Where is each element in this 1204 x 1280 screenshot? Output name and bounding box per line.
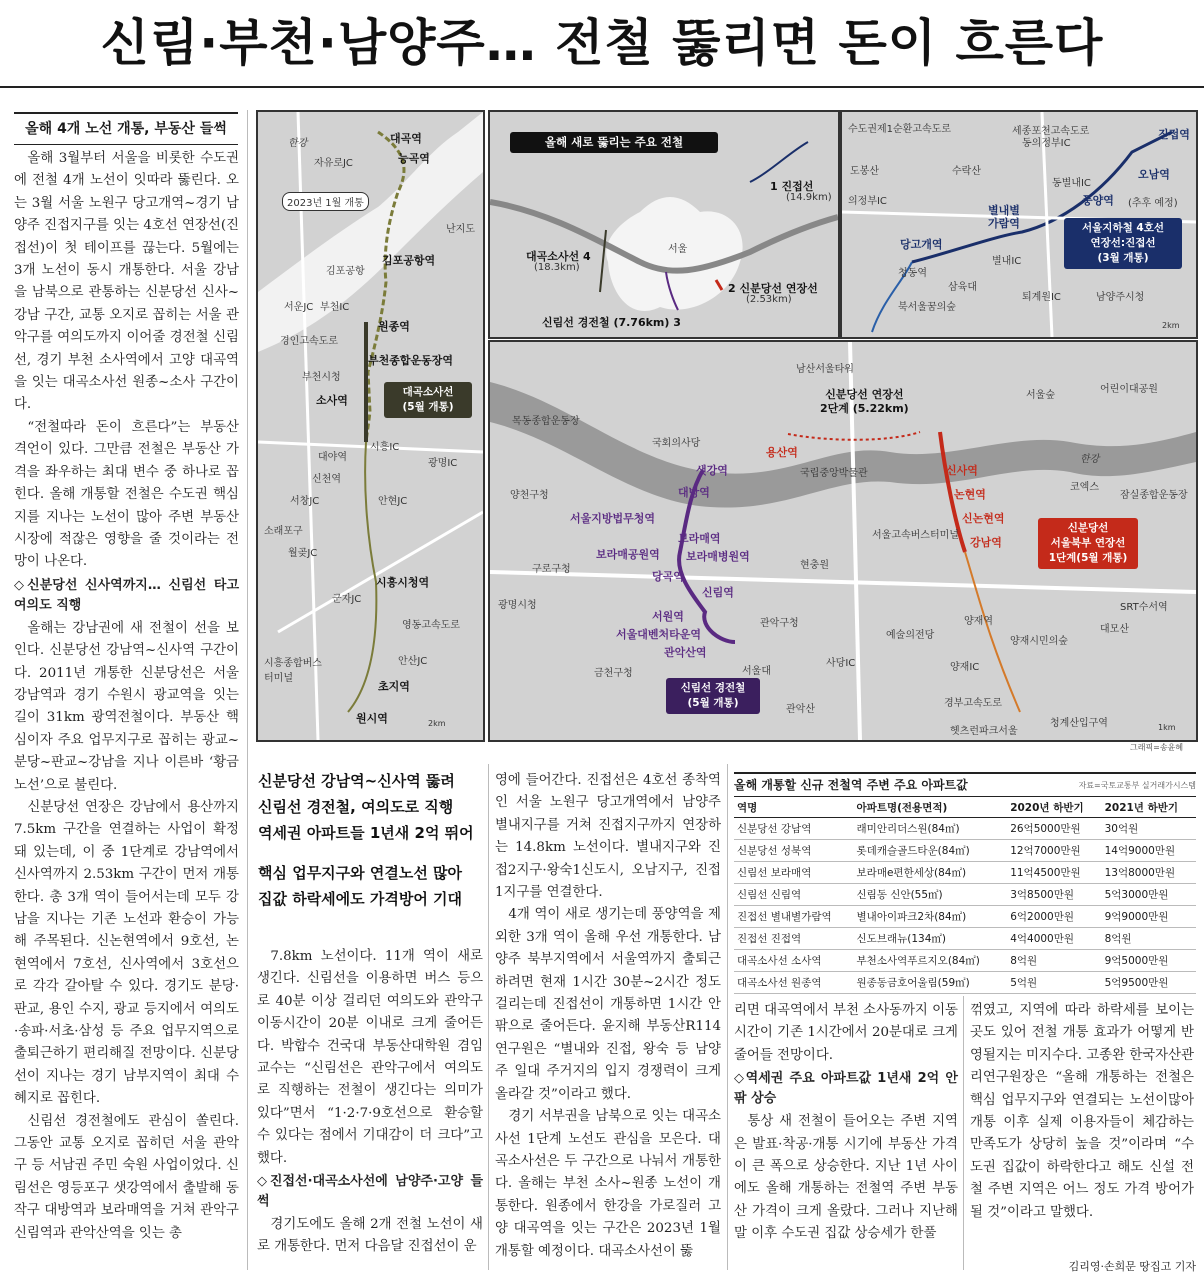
table-cell: 12억7000만원 — [1007, 840, 1101, 862]
table-cell: 원종동금호어울림(59㎡) — [854, 972, 1008, 994]
table-source: 자료=국토교통부 실거래가시스템 — [1078, 781, 1196, 790]
subhead-line: 신림선 경전철, 여의도로 직행 — [258, 798, 454, 816]
line-name: 진접선 — [781, 180, 814, 193]
map-label: 헷츠런파크서울 — [950, 726, 1018, 737]
table-cell: 신림선 신림역 — [734, 884, 854, 906]
station-label: 신림역 — [702, 586, 734, 599]
station-label: 원시역 — [356, 712, 388, 725]
subhead-line: 역세권 아파트들 1년새 2억 뛰어 — [258, 824, 474, 842]
svg-text:1km: 1km — [1158, 723, 1176, 732]
station-label: 능곡역 — [398, 152, 430, 165]
map-label: 수락산 — [952, 166, 981, 177]
map-label: (추후 예정) — [1128, 198, 1178, 209]
station-label: 보라매공원역 — [596, 548, 660, 561]
map-label: 예술의전당 — [886, 630, 935, 641]
table-cell: 신림동 신안(55㎡) — [854, 884, 1008, 906]
paragraph: 신분당선 연장은 강남에서 용산까지 7.5km 구간을 연결하는 사업이 확정돼 있는데, 이 중 1단계로 강남역에서 신사역까지 2.53km 구간이 먼저 개통한다. 총 3개 역이 들어서는데 모두 강남을 지나는 기존 노선과 환승이 가능해 주목된다. 신논현역에서 9호선, 논현역에서 7호선, 신사역에서 3호선으로 각각 갈아탈 수 있다. 경기도 분당·판교, 용인 수지, 광교 등지에서 여의도·송파·서초·삼성 등 주요 업무지역으로 출퇴근하기 편리해질 전망이다. 신분당선이 지나는 경기 남부지역이 최대 수혜지로 꼽힌다. — [14, 799, 239, 1107]
map-label: 수도권제1순환고속도로 — [848, 124, 951, 135]
paragraph: 올해 3월부터 서울을 비롯한 수도권에 전철 4개 노선이 잇따라 뚫린다. 오는 3월 서울 노원구 당고개역~경기 남양주 진접지구를 잇는 4호선 연장선(진접선)이 첫 테이프를 끊는다. 5월에는 3개 노선이 동시 개통한다. 서울 강남을 남북으로 관통하는 신분당선 신사~강남 구간, 교통 오지로 꼽히는 서울 관악구를 여의도까지 이어줄 경전철 신림선, 경기 부천 소사역에서 고양 대곡역을 잇는 대곡소사선 원종~소사 구간이다. — [14, 151, 239, 413]
table-cell: 진접선 진접역 — [734, 928, 854, 950]
map-label: 한강 — [1080, 454, 1100, 465]
station-label: 관악산역 — [664, 646, 707, 659]
map-label: 한강 — [288, 138, 308, 149]
station-label: 서원역 — [652, 610, 684, 623]
ext-label-1: 신분당선 연장선 — [825, 388, 904, 401]
map-label: 영동고속도로 — [402, 620, 460, 631]
table-cell: 롯데캐슬골드타운(84㎡) — [854, 840, 1008, 862]
map-label: 서울숲 — [1026, 390, 1055, 401]
callout-line-3: 1단계(5월 개통) — [1048, 552, 1128, 564]
table-cell: 보라매e편한세상(84㎡) — [854, 862, 1008, 884]
map-label: 목동종합운동장 — [512, 416, 580, 427]
table-cell: 13억8000만원 — [1102, 862, 1196, 884]
map-label: 남양주시청 — [1096, 292, 1145, 303]
callout-line-2: (5월 개통) — [402, 401, 454, 413]
station-label: 서울대벤처타운역 — [616, 628, 702, 641]
ext-label — [820, 388, 909, 416]
callout-line-2: 서울북부 연장선 — [1050, 537, 1126, 549]
table-row — [734, 818, 1196, 840]
callout-sillim — [666, 678, 760, 714]
table-cell: 3억8500만원 — [1007, 884, 1101, 906]
table-cell: 부천소사역푸르지오(84㎡) — [854, 950, 1008, 972]
map-label: 서창JC — [290, 496, 320, 507]
line-name: 대곡소사선 — [526, 250, 580, 263]
station-label: 진접역 — [1158, 128, 1190, 141]
table-cell: 신림선 보라매역 — [734, 862, 854, 884]
map-label: 별내IC — [992, 256, 1022, 267]
map-label: 서울대 — [742, 666, 771, 677]
map-label: 김포공항 — [326, 266, 365, 277]
line-name: 신림선 경전철 — [542, 316, 610, 329]
map-label: 경인고속도로 — [280, 336, 338, 347]
table-header-cell: 아파트명(전용면적) — [854, 797, 1008, 818]
table-header-cell: 역명 — [734, 797, 854, 818]
map-label: 청계산입구역 — [1050, 718, 1108, 729]
paragraph: 꺾였고, 지역에 따라 하락세를 보이는 곳도 있어 전철 개통 효과가 어떻게 반영될지는 미지수다. 고종완 한국자산관리연구원장은 “올해 개통하는 전철은 핵심 업무지구와 연결되는 노선이많아 개통 이후 실제 이용자들이 체감하는 만족도가 상당히 높을 것”이라며 “수도권 집값이 하락한다고 해도 신설 전철 주변 지역은 어느 정도 가격 방어가 될 것”이라고 말했다. — [970, 1003, 1194, 1220]
subhead-line: 핵심 업무지구와 연결노선 많아 — [258, 864, 463, 882]
table-cell: 11억4500만원 — [1007, 862, 1101, 884]
table-cell: 6억2000만원 — [1007, 906, 1101, 928]
map-label: 양재IC — [950, 662, 980, 673]
callout-line-2: 연장선:진접선 — [1090, 237, 1156, 249]
map-label: 난지도 — [446, 224, 475, 235]
map-label: SRT수서역 — [1120, 602, 1168, 613]
map-label: 양재시민의숲 — [1010, 636, 1068, 647]
table-row — [734, 840, 1196, 862]
table-row — [734, 884, 1196, 906]
table-cell: 대곡소사선 소사역 — [734, 950, 854, 972]
map-label: 사당IC — [826, 658, 856, 669]
article-column-4 — [970, 1000, 1194, 1224]
station-label: 서울지방법무청역 — [570, 512, 656, 525]
station-label: 샛강역 — [696, 464, 728, 477]
map-label: 동별내IC — [1052, 178, 1091, 189]
map-label: 코엑스 — [1070, 482, 1099, 493]
table-row — [734, 950, 1196, 972]
table-cell: 진접선 별내별가람역 — [734, 906, 854, 928]
station-label: 오남역 — [1138, 168, 1170, 181]
map-label: 동의정부IC — [1022, 138, 1071, 149]
paragraph: 경기도에도 올해 2개 전철 노선이 새로 개통한다. 먼저 다음달 진접선이 운 — [257, 1217, 483, 1255]
map-label: 북서울꿈의숲 — [898, 302, 956, 313]
ext-label-2: 2단계 (5.22km) — [820, 402, 909, 415]
line-number: 4 — [582, 250, 591, 263]
byline: 김리영·손희문 땅집고 기자 — [1068, 1260, 1196, 1273]
line-number: 3 — [673, 316, 681, 329]
map-label: 대야역 — [318, 452, 347, 463]
map-label: 시흥IC — [370, 442, 400, 453]
map-label: 관악구청 — [760, 618, 799, 629]
paragraph: 신림선 경전철에도 관심이 쏠린다. 그동안 교통 오지로 꼽히던 서울 관악구 등 서남권 주민 숙원 사업이었다. 신림선은 영등포구 샛강역에서 출발해 동작구 대방역과 보라매역을 거쳐 관악구 신림역과 관악산역을 잇는 총 — [14, 1113, 239, 1241]
table-cell: 5억9500만원 — [1102, 972, 1196, 994]
headline: 신림·부천·남양주… 전철 뚫리면 돈이 흐른다 — [0, 0, 1204, 88]
paragraph: 올해는 강남권에 새 전철이 선을 보인다. 신분당선 강남역~신사역 구간이다. 2011년 개통한 신분당선은 서울 강남역과 경기 수원시 광교역을 잇는 길이 31km 광역전철이다. 부동산 핵심이자 주요 업무지구로 꼽히는 광교~분당~판교~강남을 지나 이른바 ‘황금노선’으로 불린다. — [14, 620, 239, 793]
line-number: 2 — [728, 282, 736, 295]
line-length: (2.53km) — [746, 294, 792, 305]
station-label: 김포공항역 — [382, 254, 436, 267]
map-jinjeop — [840, 110, 1198, 339]
map-label: 시흥종합버스터미널 — [264, 658, 322, 684]
map-label: 현충원 — [800, 560, 829, 571]
station-label: 당고개역 — [900, 238, 943, 251]
map-label: 양재역 — [964, 616, 993, 627]
map-label: 잠실종합운동장 — [1120, 490, 1188, 501]
station-label: 강남역 — [970, 536, 1002, 549]
price-table — [734, 772, 1196, 994]
map-label: 퇴계원IC — [1022, 292, 1061, 303]
overview-title: 올해 새로 뚫리는 주요 전철 — [510, 132, 718, 153]
line-number: 1 — [770, 180, 778, 193]
map-label: 대모산 — [1100, 624, 1129, 635]
station-label: 신논현역 — [962, 512, 1005, 525]
kicker: 올해 4개 노선 개통, 부동산 들썩 — [14, 112, 238, 145]
map-label: 세종포천고속도로 — [1012, 126, 1090, 137]
station-label: 보라매병원역 — [686, 550, 750, 563]
map-seoul-detail — [488, 340, 1198, 742]
table-cell: 9억9000만원 — [1102, 906, 1196, 928]
section-subheading: ◇신분당선 신사역까지… 신림선 타고 여의도 직행 — [14, 577, 239, 613]
map-label: 의정부IC — [848, 196, 887, 207]
section-subheading: ◇진접선·대곡소사선에 남양주·고양 들썩 — [257, 1174, 483, 1210]
table-row — [734, 906, 1196, 928]
station-label: 보라매역 — [678, 532, 721, 545]
paragraph: 영에 들어간다. 진접선은 4호선 종착역인 서울 노원구 당고개역에서 남양주 별내지구를 거쳐 진접지구까지 연장하는 14.8km 노선이다. 별내지구와 진접2지구·왕숙1신도시, 오남지구, 진접1지구를 연결한다. — [495, 773, 721, 901]
map-label: 서운JC — [284, 302, 314, 313]
line-label — [542, 314, 681, 330]
table-cell: 별내아이파크2차(84㎡) — [854, 906, 1008, 928]
graphic-credit: 그래픽=송윤혜 — [1130, 743, 1184, 752]
table-cell: 5억원 — [1007, 972, 1101, 994]
map-label: 금천구청 — [594, 668, 633, 679]
callout-line-1: 신림선 경전철 — [680, 682, 746, 694]
callout-sinbundang — [1038, 518, 1138, 569]
station-label: 논현역 — [954, 488, 986, 501]
callout-line-1: 서울지하철 4호선 — [1082, 222, 1164, 234]
station-label: 대곡역 — [390, 132, 422, 145]
subhead-line: 집값 하락세에도 가격방어 기대 — [258, 890, 463, 908]
callout-jinjeop — [1064, 218, 1182, 269]
table-cell: 30억원 — [1102, 818, 1196, 840]
map-label: 도봉산 — [850, 166, 879, 177]
table-cell: 26억5000만원 — [1007, 818, 1101, 840]
subhead-line: 신분당선 강남역~신사역 뚫려 — [258, 772, 455, 790]
callout-daegok-sosa — [384, 382, 472, 418]
callout-line-1: 신분당선 — [1067, 522, 1109, 534]
callout-line-1: 대곡소사선 — [402, 386, 454, 398]
paragraph: 7.8km 노선이다. 11개 역이 새로 생긴다. 신림선을 이용하면 버스 등으로 40분 이상 걸리던 여의도와 관악구 이동시간이 20분 이내로 크게 줄어든다. 박합수 건국대 부동산대학원 겸임교수는 “신림선은 관악구에서 여의도로 직행하는 전철이 생긴다는 의미가 있다”면서 “1·2·7·9호선으로 환승할 수 있다는 점에서 기대감이 더 크다”고 했다. — [257, 949, 483, 1166]
map-label: 신천역 — [312, 474, 341, 485]
map-label: 양천구청 — [510, 490, 549, 501]
paragraph: 리면 대곡역에서 부천 소사동까지 이동 시간이 기존 1시간에서 20분대로 크게 줄어들 전망이다. — [734, 1003, 958, 1063]
map-label: 서울고속버스터미널 — [872, 530, 959, 541]
map-label: 남산서울타워 — [796, 364, 854, 375]
article-column-2 — [257, 946, 483, 1259]
table-cell: 14억9000만원 — [1102, 840, 1196, 862]
map-label: 청동역 — [898, 268, 927, 279]
table-cell: 4억4000만원 — [1007, 928, 1101, 950]
article-column-1 — [14, 148, 239, 1245]
station-label: 별내별가람역 — [988, 204, 1020, 230]
table-header-cell: 2020년 하반기 — [1007, 797, 1101, 818]
table-cell: 9억5000만원 — [1102, 950, 1196, 972]
station-label: 대방역 — [678, 486, 710, 499]
line-name: 신분당선 연장선 — [739, 282, 818, 295]
map-label: 소래포구 — [264, 526, 303, 537]
article-column-3 — [495, 770, 721, 1263]
map-label: 군자JC — [332, 594, 362, 605]
map-daegok-sosa — [256, 110, 485, 742]
map-label: 광명시청 — [498, 600, 537, 611]
map-label: 어린이대공원 — [1100, 384, 1158, 395]
table-row — [734, 928, 1196, 950]
station-label: 풍양역 — [1082, 194, 1114, 207]
station-label: 부천종합운동장역 — [368, 354, 454, 367]
table-cell: 신분당선 성북역 — [734, 840, 854, 862]
map-label: 서울 — [668, 244, 688, 255]
line-length: (14.9km) — [786, 192, 832, 203]
table-title: 올해 개통할 신규 전철역 주변 주요 아파트값 — [734, 772, 1196, 796]
scale-bar: 2km — [428, 719, 446, 728]
map-label: 부천IC — [320, 302, 350, 313]
map-label: 관악산 — [786, 704, 815, 715]
table-row — [734, 972, 1196, 994]
map-label: 월곶JC — [288, 548, 318, 559]
section-subheading: ◇역세권 주요 아파트값 1년새 2억 안팎 상승 — [734, 1071, 958, 1107]
station-label: 신사역 — [946, 464, 978, 477]
svg-text:2km: 2km — [1162, 321, 1180, 330]
map-overview — [488, 110, 840, 339]
table-cell: 5억3000만원 — [1102, 884, 1196, 906]
station-label: 시흥시청역 — [376, 576, 430, 589]
paragraph: “전철따라 돈이 흐른다”는 부동산 격언이 있다. 그만큼 전철은 부동산 가격을 좌우하는 최대 변수 중 하나로 꼽힌다. 올해 개통할 전철은 수도권 핵심지를 지나는 노선이 많아 주변 부동산 시장에 적잖은 영향을 줄 것이라는 전망이 나온다. — [14, 419, 239, 570]
paragraph: 경기 서부권을 남북으로 잇는 대곡소사선 1단계 노선도 관심을 모은다. 대곡소사선은 두 구간으로 나눠서 개통한다. 올해는 부천 소사~원종 노선이 개통한다. 원종에서 한강을 가로질러 고양 대곡역을 잇는 구간은 2023년 1월 개통할 예정이다. 대곡소사선이 뚫 — [495, 1109, 721, 1259]
map-label: 자유로JC — [314, 158, 353, 169]
station-label: 소사역 — [316, 394, 348, 407]
table-cell: 래미안리더스원(84㎡) — [854, 818, 1008, 840]
map-label: 구로구청 — [532, 564, 571, 575]
table-cell: 대곡소사선 원종역 — [734, 972, 854, 994]
paragraph: 통상 새 전철이 들어오는 주변 지역은 발표·착공·개통 시기에 부동산 가격이 큰 폭으로 상승한다. 지난 1년 사이에도 올해 개통하는 전철역 주변 부동산 가격이 크게 올랐다. 그러나 지난해 말 이후 수도권 집값 상승세가 한풀 — [734, 1114, 958, 1242]
map-label: 광명IC — [428, 458, 458, 469]
station-label: 용산역 — [766, 446, 798, 459]
table-row — [734, 862, 1196, 884]
callout-line-3: (3월 개통) — [1097, 252, 1149, 264]
map-label: 안현JC — [378, 496, 408, 507]
table-cell: 신도브래뉴(134㎡) — [854, 928, 1008, 950]
callout-2023: 2023년 1월 개통 — [282, 192, 369, 211]
map-label: 삼육대 — [948, 282, 977, 293]
map-label: 국회의사당 — [652, 438, 701, 449]
callout-line-2: (5월 개통) — [687, 697, 739, 709]
article-column-3b — [734, 1000, 958, 1246]
table-header-cell: 2021년 하반기 — [1102, 797, 1196, 818]
station-label: 초지역 — [378, 680, 410, 693]
map-label: 안산JC — [398, 656, 428, 667]
line-length: (7.76km) — [613, 316, 670, 329]
line-length: (18.3km) — [534, 262, 580, 273]
map-label: 부천시청 — [302, 372, 341, 383]
table-cell: 8억원 — [1102, 928, 1196, 950]
station-label: 원종역 — [378, 320, 410, 333]
station-label: 당곡역 — [652, 570, 684, 583]
table-cell: 신분당선 강남역 — [734, 818, 854, 840]
paragraph: 4개 역이 새로 생기는데 풍양역을 제외한 3개 역이 올해 우선 개통한다. 남양주 북부지역에서 서울역까지 출퇴근하려면 현재 1시간 30분~2시간 정도 걸리는데 진접선이 개통하면 1시간 안팎으로 줄어든다. 윤지해 부동산R114 연구원은 “별내와 진접, 왕숙 등 남양주 일대 주거지의 입지 경쟁력이 크게 올라갈 것”이라고 했다. — [495, 907, 721, 1102]
subhead — [258, 768, 484, 926]
table-cell: 8억원 — [1007, 950, 1101, 972]
map-label: 국립중앙박물관 — [800, 468, 868, 479]
map-label: 경부고속도로 — [944, 698, 1002, 709]
